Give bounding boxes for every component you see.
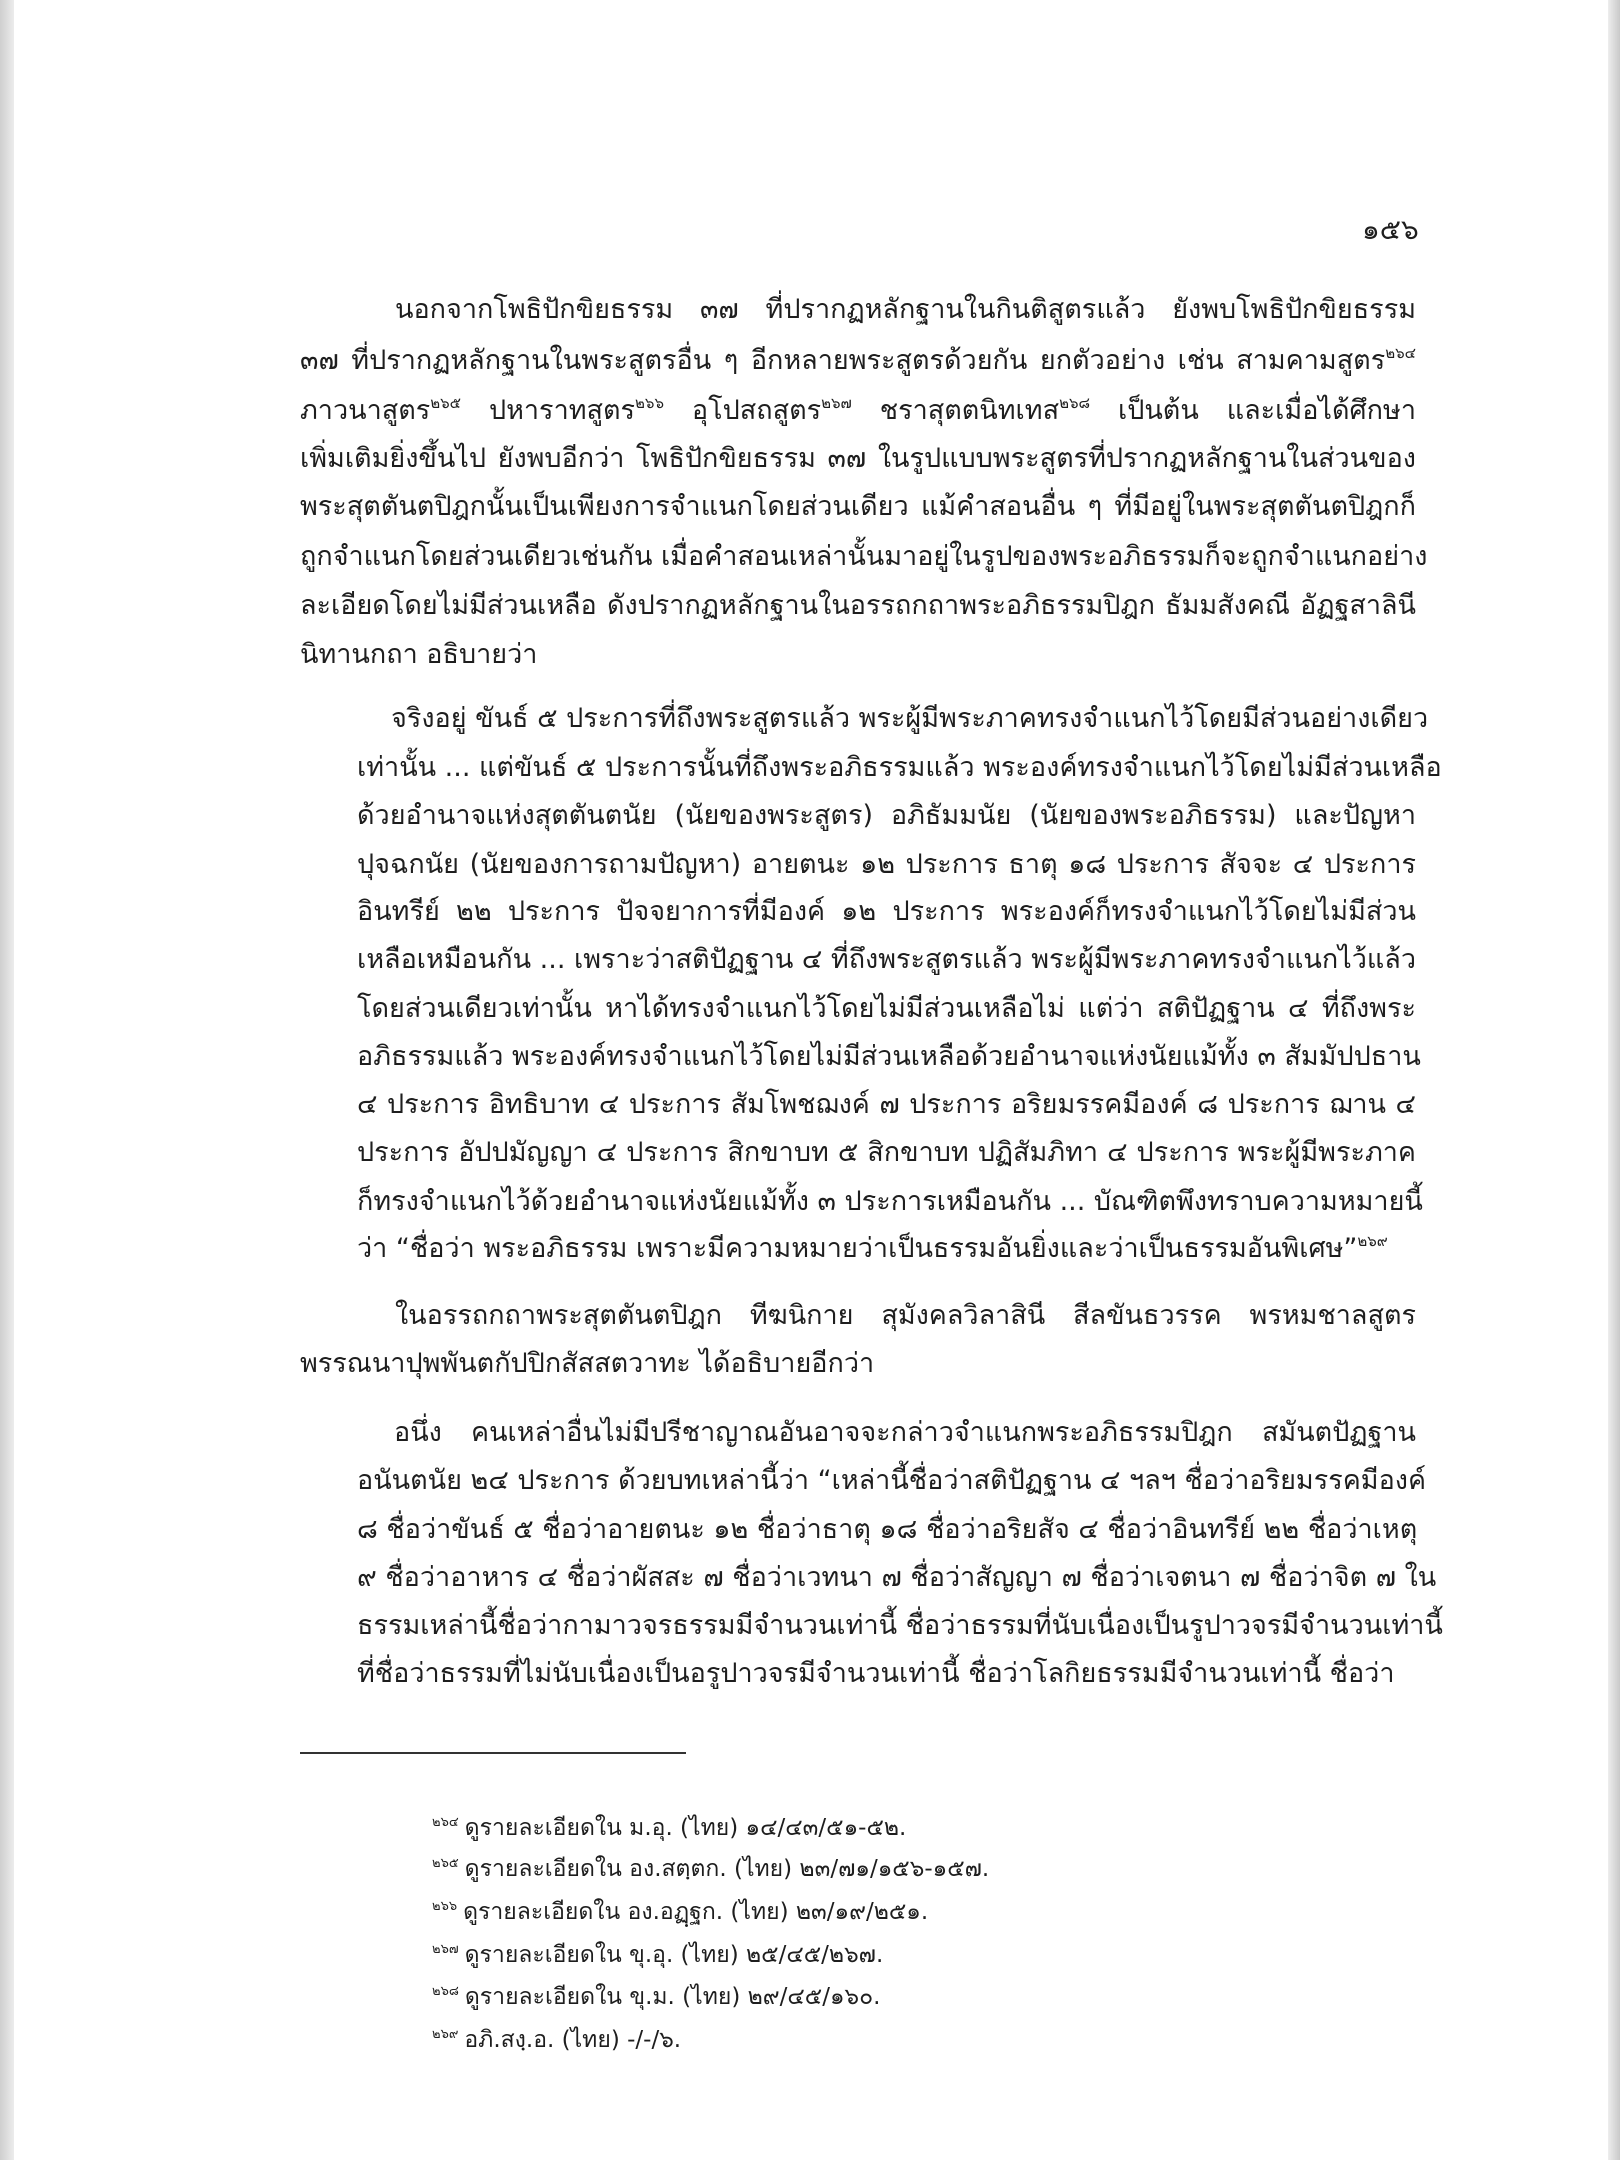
text-run: ถูกจำแนกโดยส่วนเดียวเช่นกัน เมื่อคำสอนเหล่านั้นมาอยู่ในรูปของพระอภิธรรมก็จะถูกจำแนกอย่าง [300, 541, 1428, 572]
text-line [357, 1085, 1416, 1125]
text-run: ชราสุตตนิทเทส [851, 395, 1060, 426]
footnote [432, 1981, 881, 2013]
footnote [432, 1896, 928, 1928]
footnote-number: ๒๖๗ [432, 1942, 459, 1957]
text-line [395, 290, 1416, 330]
page-edge-right [1608, 0, 1620, 2160]
text-line [357, 1654, 1395, 1694]
text-line [357, 1229, 1388, 1269]
text-run: ในอรรถกถาพระสุตตันตปิฎก ทีฆนิกาย สุมังคลวิลาสินี สีลขันธวรรค พรหมชาลสูตร [395, 1300, 1416, 1331]
text-line [357, 1133, 1416, 1173]
footnote-ref[interactable]: ๒๖๔ [1385, 344, 1416, 362]
text-line [300, 341, 1416, 381]
footnote-text: ดูรายละเอียดใน ม.อุ. (ไทย) ๑๔/๔๓/๕๑-๕๒. [464, 1815, 907, 1841]
text-run: เท่านั้น ... แต่ขันธ์ ๕ ประการนั้นที่ถึงพระอภิธรรมแล้ว พระองค์ทรงจำแนกไว้โดยไม่มีส่วนเหลือ [357, 752, 1442, 783]
text-run: ภาวนาสูตร [300, 395, 431, 426]
footnote-ref[interactable]: ๒๖๕ [430, 394, 462, 412]
text-line [300, 537, 1428, 577]
text-run: อุโปสถสูตร [663, 395, 822, 426]
text-run: ปหาราทสูตร [461, 395, 636, 426]
text-run: เพิ่มเติมยิ่งขึ้นไป ยังพบอีกว่า โพธิปักขิยธรรม ๓๗ ในรูปแบบพระสูตรที่ปรากฏหลักฐานในส่วนของ [300, 443, 1416, 474]
text-line [357, 1558, 1437, 1598]
footnote-text: ดูรายละเอียดใน อง.อฏฺฐก. (ไทย) ๒๓/๑๙/๒๕๑. [463, 1899, 929, 1925]
text-run: อนันตนัย ๒๔ ประการ ด้วยบทเหล่านี้ว่า “เหล่านี้ชื่อว่าสติปัฏฐาน ๔ ฯลฯ ชื่อว่าอริยมรรคมีองค์ [357, 1465, 1427, 1496]
text-line [357, 1606, 1443, 1646]
footnote-number: ๒๖๔ [432, 1815, 459, 1830]
text-line [357, 1461, 1427, 1501]
text-run: ละเอียดโดยไม่มีส่วนเหลือ ดังปรากฏหลักฐานในอรรถกถาพระอภิธรรมปิฎก ธัมมสังคณี อัฏฐสาลินี [300, 590, 1416, 621]
footnote [432, 1939, 883, 1971]
text-line [300, 391, 1416, 431]
footnote-number: ๒๖๖ [432, 1899, 458, 1914]
footnote-ref[interactable]: ๒๖๙ [1357, 1232, 1388, 1250]
text-run: จริงอยู่ ขันธ์ ๕ ประการที่ถึงพระสูตรแล้ว พระผู้มีพระภาคทรงจำแนกไว้โดยมีส่วนอย่างเดียว [391, 703, 1429, 734]
text-line [357, 989, 1416, 1029]
text-run: พรรณนาปุพพันตกัปปิกสัสสตวาทะ ได้อธิบายอีกว่า [300, 1348, 875, 1379]
text-line [357, 1037, 1421, 1077]
text-line [395, 1296, 1416, 1336]
footnote-text: ดูรายละเอียดใน ขุ.ม. (ไทย) ๒๙/๔๕/๑๖๐. [464, 1984, 881, 2010]
text-line [391, 699, 1429, 739]
footnote-ref[interactable]: ๒๖๗ [821, 394, 852, 412]
text-run: ธรรมเหล่านี้ชื่อว่ากามาวจรธรรมมีจำนวนเท่านี้ ชื่อว่าธรรมที่นับเนื่องเป็นรูปาวจรมีจำนวนเท่านี้ [357, 1610, 1443, 1641]
text-run: ประการ อัปปมัญญา ๔ ประการ สิกขาบท ๕ สิกขาบท ปฏิสัมภิทา ๔ ประการ พระผู้มีพระภาค [357, 1137, 1416, 1168]
text-line [394, 1413, 1416, 1453]
text-line [300, 439, 1416, 479]
text-run: ก็ทรงจำแนกไว้ด้วยอำนาจแห่งนัยแม้ทั้ง ๓ ประการเหมือนกัน ... บัณฑิตพึงทราบความหมายนี้ [357, 1186, 1423, 1217]
text-line [357, 940, 1416, 980]
footnote-number: ๒๖๕ [432, 1856, 459, 1871]
text-line [357, 748, 1442, 788]
text-run: ๘ ชื่อว่าขันธ์ ๕ ชื่อว่าอายตนะ ๑๒ ชื่อว่าธาตุ ๑๘ ชื่อว่าอริยสัจ ๔ ชื่อว่าอินทรีย์ ๒๒ ชื่อว่าเหตุ [357, 1514, 1418, 1545]
text-run: นิทานกถา อธิบายว่า [300, 639, 538, 670]
text-run: ว่า “ชื่อว่า พระอภิธรรม เพราะมีความหมายว่าเป็นธรรมอันยิ่งและว่าเป็นธรรมอันพิเศษ” [357, 1233, 1358, 1264]
footnote-number: ๒๖๘ [432, 1984, 459, 1999]
text-run: ๓๗ ที่ปรากฏหลักฐานในพระสูตรอื่น ๆ อีกหลายพระสูตรด้วยกัน ยกตัวอย่าง เช่น สามคามสูตร [300, 345, 1386, 376]
footnote [432, 2024, 681, 2056]
text-line [300, 487, 1416, 527]
text-run: พระสุตตันตปิฎกนั้นเป็นเพียงการจำแนกโดยส่วนเดียว แม้คำสอนอื่น ๆ ที่มีอยู่ในพระสุตตันตปิฎกก็ [300, 491, 1416, 522]
footnote-text: อภิ.สงฺ.อ. (ไทย) -/-/๖. [464, 2027, 682, 2053]
text-line [357, 892, 1416, 932]
text-line [357, 1510, 1416, 1550]
footnote-number: ๒๖๙ [432, 2027, 459, 2042]
text-run: อนึ่ง คนเหล่าอื่นไม่มีปรีชาญาณอันอาจจะกล่าวจำแนกพระอภิธรรมปิฎก สมันตปัฏฐาน [394, 1417, 1416, 1448]
text-run: ๙ ชื่อว่าอาหาร ๔ ชื่อว่าผัสสะ ๗ ชื่อว่าเวทนา ๗ ชื่อว่าสัญญา ๗ ชื่อว่าเจตนา ๗ ชื่อว่าจิต ๗ ใน [357, 1562, 1437, 1593]
footnote [432, 1812, 906, 1844]
page-edge-left [0, 0, 14, 2160]
text-run: นอกจากโพธิปักขิยธรรม ๓๗ ที่ปรากฏหลักฐานในกินติสูตรแล้ว ยังพบโพธิปักขิยธรรม [395, 294, 1416, 325]
footnote-ref[interactable]: ๒๖๘ [1059, 394, 1091, 412]
text-line [300, 1344, 874, 1384]
text-run: อินทรีย์ ๒๒ ประการ ปัจจยาการที่มีองค์ ๑๒ ประการ พระองค์ก็ทรงจำแนกไว้โดยไม่มีส่วน [357, 896, 1416, 927]
text-line [357, 845, 1416, 885]
footnote-text: ดูรายละเอียดใน ขุ.อุ. (ไทย) ๒๕/๔๕/๒๖๗. [464, 1942, 884, 1968]
text-run: อภิธรรมแล้ว พระองค์ทรงจำแนกไว้โดยไม่มีส่วนเหลือด้วยอำนาจแห่งนัยแม้ทั้ง ๓ สัมมัปปธาน [357, 1041, 1421, 1072]
footnote-text: ดูรายละเอียดใน อง.สตฺตก. (ไทย) ๒๓/๗๑/๑๕๖-๑๕๗. [464, 1856, 990, 1882]
text-run: เป็นต้น และเมื่อได้ศึกษา [1090, 395, 1416, 426]
text-line [357, 796, 1416, 836]
footnote-ref[interactable]: ๒๖๖ [635, 394, 664, 412]
page-number: ๑๕๖ [1362, 213, 1419, 246]
footnote-separator [300, 1752, 686, 1754]
footnote [432, 1853, 989, 1885]
text-run: ๔ ประการ อิทธิบาท ๔ ประการ สัมโพชฌงค์ ๗ ประการ อริยมรรคมีองค์ ๘ ประการ ฌาน ๔ [357, 1089, 1416, 1120]
text-run: ปุจฉกนัย (นัยของการถามปัญหา) อายตนะ ๑๒ ประการ ธาตุ ๑๘ ประการ สัจจะ ๔ ประการ [357, 849, 1416, 880]
text-run: โดยส่วนเดียวเท่านั้น หาได้ทรงจำแนกไว้โดยไม่มีส่วนเหลือไม่ แต่ว่า สติปัฏฐาน ๔ ที่ถึงพระ [357, 993, 1416, 1024]
text-line [357, 1182, 1423, 1222]
text-line [300, 635, 537, 675]
text-run: ด้วยอำนาจแห่งสุตตันตนัย (นัยของพระสูตร) อภิธัมมนัย (นัยของพระอภิธรรม) และปัญหา [357, 800, 1416, 831]
text-line [300, 586, 1416, 626]
text-run: เหลือเหมือนกัน ... เพราะว่าสติปัฏฐาน ๔ ที่ถึงพระสูตรแล้ว พระผู้มีพระภาคทรงจำแนกไว้แล้ว [357, 944, 1417, 975]
text-run: ที่ชื่อว่าธรรมที่ไม่นับเนื่องเป็นอรูปาวจรมีจำนวนเท่านี้ ชื่อว่าโลกิยธรรมมีจำนวนเท่านี้ ชื่อว่า [357, 1658, 1395, 1689]
